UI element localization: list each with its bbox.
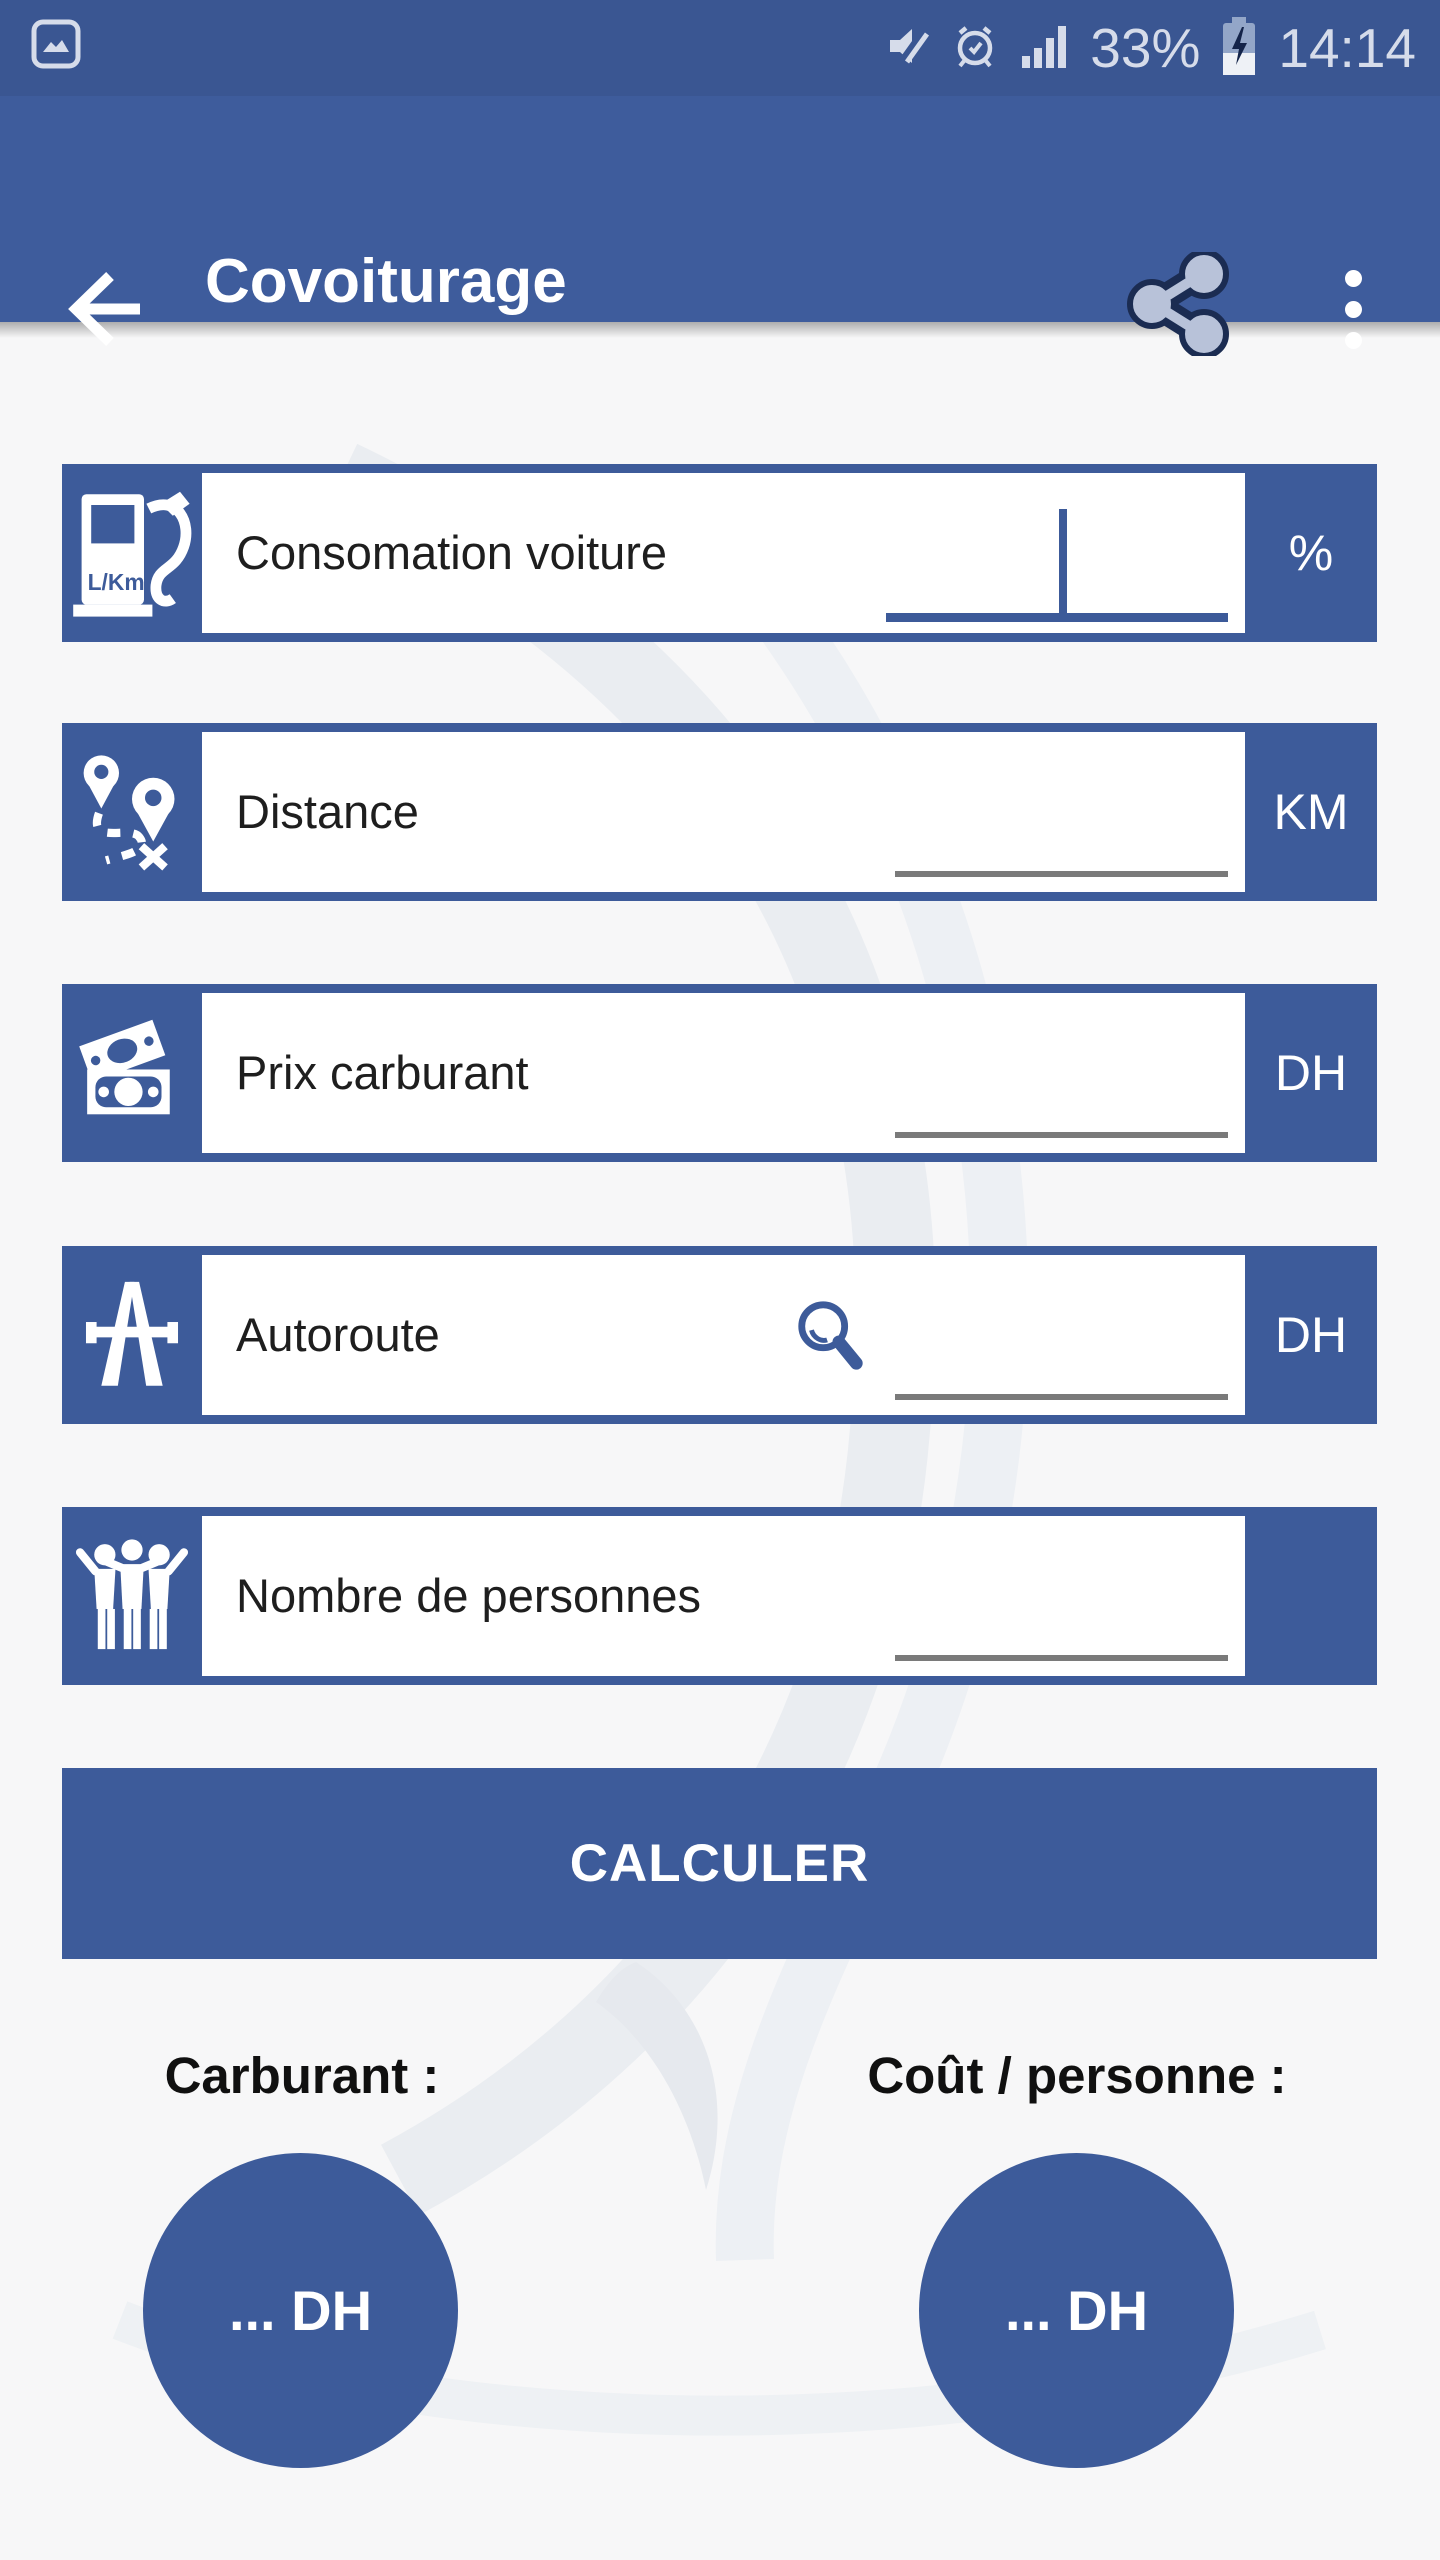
cout-personne-result-value: ... DH [919,2153,1234,2468]
back-arrow-icon[interactable] [56,264,146,354]
status-icons-cluster [884,0,1416,96]
app-bar [0,96,1440,322]
svg-text:L/Km: L/Km [87,569,145,596]
volume-muted-icon [884,22,932,75]
screenshot-notification-icon [30,18,82,75]
autoroute-input[interactable] [202,1255,1245,1415]
clock-text: 14:14 [1278,17,1416,79]
consommation-underline [886,613,1228,622]
cout-personne-result-label: Coût / personne : [867,2047,1287,2104]
consommation-row [62,464,1377,642]
distance-unit: KM [1273,784,1349,840]
nombre-personnes-underline [895,1655,1228,1661]
nombre-personnes-unit [1245,1507,1377,1685]
nombre-personnes-input[interactable] [202,1516,1245,1676]
distance-input[interactable] [202,732,1245,892]
search-icon[interactable] [792,1297,870,1375]
calculer-button[interactable]: CALCULER [62,1768,1377,1959]
autoroute-underline [895,1394,1228,1400]
fuel-pump-icon [62,464,202,642]
carburant-result-label: Carburant : [164,2047,440,2104]
carburant-result-value: ... DH [143,2153,458,2468]
nombre-personnes-row [62,1507,1377,1685]
battery-percent-text: 33% [1090,17,1201,79]
alarm-icon [952,23,998,74]
highway-icon [62,1246,202,1424]
autoroute-label: Autoroute [236,1308,440,1362]
autoroute-row [62,1246,1377,1424]
share-icon[interactable] [1126,252,1230,356]
status-bar [0,0,1440,96]
prix-carburant-row [62,984,1377,1162]
prix-carburant-unit: DH [1274,1045,1348,1101]
overflow-menu-icon[interactable] [1330,264,1376,354]
route-icon [62,723,202,901]
battery-charging-icon [1220,15,1258,82]
consommation-unit: % [1288,525,1334,581]
prix-carburant-input[interactable] [202,993,1245,1153]
people-icon [62,1507,202,1685]
prix-carburant-label: Prix carburant [236,1046,529,1100]
prix-carburant-underline [895,1132,1228,1138]
distance-label: Distance [236,785,419,839]
signal-strength-icon [1018,20,1070,77]
page-title: Covoiturage [205,247,567,316]
nombre-personnes-label: Nombre de personnes [236,1569,702,1623]
consommation-input[interactable] [202,473,1245,633]
distance-row [62,723,1377,901]
consommation-label: Consomation voiture [236,526,668,580]
distance-underline [895,871,1228,877]
text-cursor [1059,509,1067,613]
money-icon [62,984,202,1162]
autoroute-unit: DH [1274,1307,1348,1363]
